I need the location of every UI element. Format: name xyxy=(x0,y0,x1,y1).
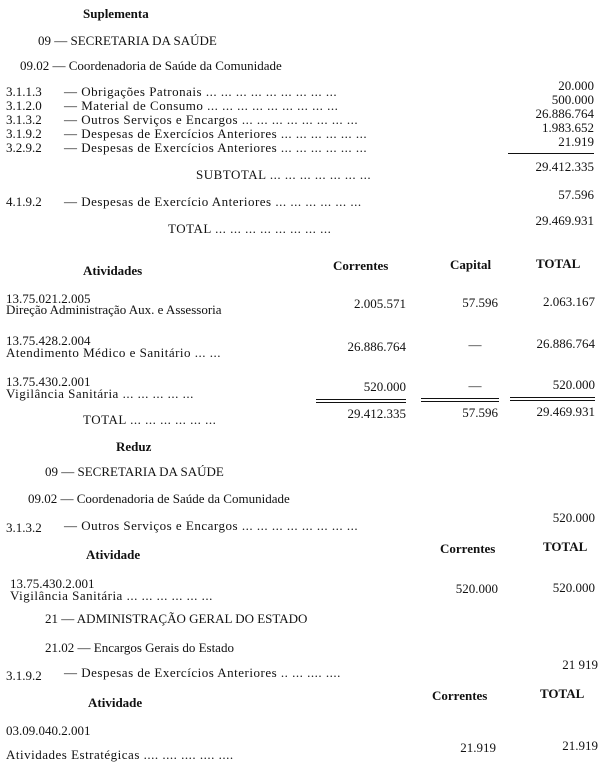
item-desc: — Despesas de Exercícios Anteriores ... ... ... ... ... ... xyxy=(64,126,368,141)
activity-code: 13.75.428.2.004 xyxy=(6,333,91,348)
extra-code: 4.1.9.2 xyxy=(6,194,42,209)
activity-capital: — xyxy=(468,337,482,352)
act-total-label: TOTAL ... ... ... ... ... ... xyxy=(83,412,217,427)
activity-total: 26.886.764 xyxy=(536,336,595,351)
unit-encargos: 21.02 — Encargos Gerais do Estado xyxy=(45,640,234,655)
activity-correntes: 520.000 xyxy=(455,581,498,596)
item-desc: — Material de Consumo ... ... ... ... ... ... ... ... ... xyxy=(64,98,339,113)
reduz-org: 09 — SECRETARIA DA SAÚDE xyxy=(45,464,224,479)
activity-total: 520.000 xyxy=(552,377,595,392)
item-value: 1.983.652 xyxy=(542,120,594,135)
activity-capital: 57.596 xyxy=(462,295,498,310)
item-value: 500.000 xyxy=(551,92,594,107)
subtotal-label: SUBTOTAL ... ... ... ... ... ... ... xyxy=(196,167,372,182)
total-header: TOTAL xyxy=(536,256,581,271)
unit-coordenadoria: 09.02 — Coordenadoria de Saúde da Comunidade xyxy=(20,58,282,73)
reduz-item-code: 3.1.3.2 xyxy=(6,520,42,535)
reduz-activity2-header: Atividade xyxy=(88,695,143,710)
activity-total: 21.919 xyxy=(562,738,598,753)
total-value: 29.469.931 xyxy=(535,213,594,228)
reduz-total-header: TOTAL xyxy=(543,539,588,554)
activity-code: 13.75.021.2.005 xyxy=(6,291,91,306)
extra-desc: — Despesas de Exercício Anteriores ... ... ... ... ... ... xyxy=(64,194,362,209)
activity-desc: Vigilância Sanitária ... ... ... ... ... ... xyxy=(10,588,213,603)
subtotal-rule xyxy=(508,153,594,154)
act-total-rule xyxy=(316,399,406,403)
reduz-heading: Reduz xyxy=(116,439,152,454)
activity-total: 520.000 xyxy=(552,580,595,595)
reduz-correntes2-header: Correntes xyxy=(432,688,488,703)
reduz-item-desc: — Outros Serviços e Encargos ... ... ... ... ... ... ... ... xyxy=(64,518,359,533)
reduz-item-value: 520.000 xyxy=(552,510,595,525)
act-total-capital: 57.596 xyxy=(462,405,498,420)
act-total-total: 29.469.931 xyxy=(536,404,595,419)
activity-correntes: 520.000 xyxy=(363,379,406,394)
activity-correntes: 21.919 xyxy=(460,740,496,755)
item-desc: — Despesas de Exercícios Anteriores ... ... ... ... ... ... xyxy=(64,140,368,155)
org-administracao: 21 — ADMINISTRAÇÃO GERAL DO ESTADO xyxy=(45,611,308,626)
reduz-item2-code: 3.1.9.2 xyxy=(6,668,42,683)
activity-desc: Vigilância Sanitária ... ... ... ... ... xyxy=(6,386,194,401)
item-code: 3.2.9.2 xyxy=(6,140,42,155)
item-desc: — Outros Serviços e Encargos ... ... ... ... ... ... ... ... xyxy=(64,112,359,127)
reduz-correntes-header: Correntes xyxy=(440,541,496,556)
item-value: 21.919 xyxy=(558,134,594,149)
activity-code: 03.09.040.2.001 xyxy=(6,723,91,738)
act-total-rule xyxy=(510,397,595,401)
reduz-activity-header: Atividade xyxy=(86,547,141,562)
activity-code: 13.75.430.2.001 xyxy=(10,576,95,591)
item-code: 3.1.1.3 xyxy=(6,84,42,99)
activity-capital: — xyxy=(468,378,482,393)
activity-correntes: 26.886.764 xyxy=(347,339,406,354)
org-secretaria-saude: 09 — SECRETARIA DA SAÚDE xyxy=(38,33,217,48)
reduz-item2-desc: — Despesas de Exercícios Anteriores .. ... .... .... xyxy=(64,665,341,680)
activity-correntes: 2.005.571 xyxy=(354,296,406,311)
reduz-item2-value: 21 919 xyxy=(562,657,598,672)
suplementa-heading: Suplementa xyxy=(83,6,149,21)
item-code: 3.1.9.2 xyxy=(6,126,42,141)
item-value: 26.886.764 xyxy=(535,106,594,121)
activity-desc: Atividades Estratégicas .... .... .... .... .... xyxy=(6,747,234,762)
item-value: 20.000 xyxy=(558,78,594,93)
item-code: 3.1.3.2 xyxy=(6,112,42,127)
activity-desc: Direção Administração Aux. e Assessoria xyxy=(6,302,222,317)
reduz-unit: 09.02 — Coordenadoria de Saúde da Comunidade xyxy=(28,491,290,506)
activity-total: 2.063.167 xyxy=(543,294,595,309)
act-total-correntes: 29.412.335 xyxy=(347,406,406,421)
act-total-rule xyxy=(421,398,499,402)
activity-code: 13.75.430.2.001 xyxy=(6,374,91,389)
correntes-header: Correntes xyxy=(333,258,389,273)
item-code: 3.1.2.0 xyxy=(6,98,42,113)
capital-header: Capital xyxy=(450,257,492,272)
item-desc: — Obrigações Patronais ... ... ... ... ... ... ... ... ... xyxy=(64,84,338,99)
subtotal-value: 29.412.335 xyxy=(535,159,594,174)
extra-value: 57.596 xyxy=(558,187,594,202)
activity-desc: Atendimento Médico e Sanitário ... ... xyxy=(6,345,222,360)
activities-header: Atividades xyxy=(83,263,143,278)
reduz-total2-header: TOTAL xyxy=(540,686,585,701)
total-label: TOTAL ... ... ... ... ... ... ... ... xyxy=(168,221,332,236)
